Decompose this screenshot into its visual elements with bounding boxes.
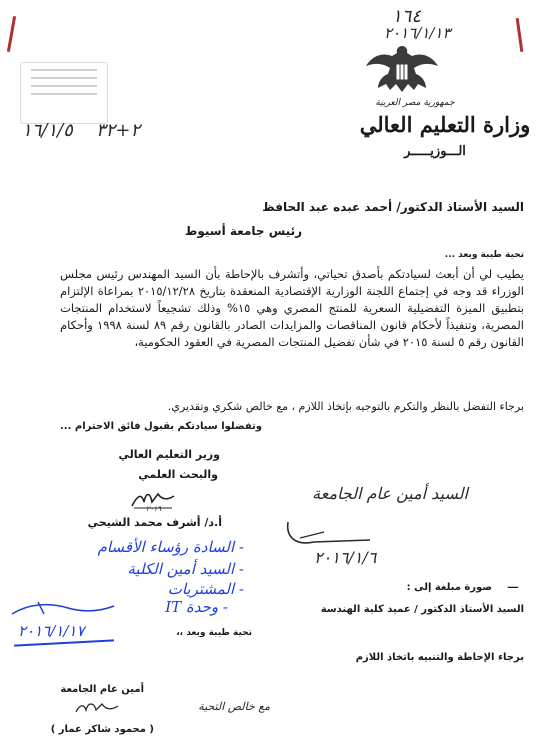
minister-name: أ.د/ أشرف محمد الشيحي <box>87 516 222 529</box>
copy-to-dash: ـــ <box>507 580 518 591</box>
secretary-initials-mark <box>72 700 122 716</box>
margin-vertical-mark <box>516 18 524 52</box>
body-paragraph: يطيب لي أن أبعث لسيادتكم بأصدق تحياتي، وأتشرف بالإحاطة بأن السيد المهندس رئيس مجلس الوزراء قد وجه في إجتماع اللجنة الوزارية الإقتصادية المنعقدة بتاريخ ٢٠١٥/١٢/٢٨ بمراعاة الإلتزام بتطبيق الميزة التفضيلية السعرية للمنتج المصري وهي ١٥% وذلك تشجيعاً لاستخدام المنتجات المصرية، وتنفيذاً لأحكام قانون المناقصات والمزايدات الصادر بالقانون رقم ٨٩ لسنة ١٩٩٨ وأحكام القانون رقم ٥ لسنة ٢٠١٥ في شأن تفضيل المنتجات المصرية في العقود الحكومية، <box>60 267 524 349</box>
secretary-name: ( محمود شاكر عمار ) <box>50 724 154 735</box>
handwritten-note-secretary: السيد أمين عام الجامعة <box>312 484 468 503</box>
blue-note-underline <box>14 639 114 646</box>
office-title: الـــوزيـــــر <box>404 144 466 159</box>
blue-note-date: ٢٠١٦/١/١٧ <box>18 622 85 640</box>
blue-note-line-4: - وحدة IT <box>165 598 228 616</box>
country-name: جمهورية مصر العربية <box>375 98 455 108</box>
ministry-name: وزارة التعليم العالي <box>359 112 531 137</box>
stamp-number: ٢+٣٢ <box>96 120 141 141</box>
handwritten-note-date: ٢٠١٦/١/٦ <box>314 548 377 567</box>
copy-to-label: صورة مبلغة إلى : <box>406 582 492 593</box>
minister-title-1: وزير التعليم العالي <box>118 448 220 461</box>
recipient-title: رئيس جامعة أسيوط <box>184 224 302 238</box>
request-line: برجاء التفضل بالنظر والتكرم بالتوجيه بإتخاذ اللازم ، مع خالص شكري وتقديري. <box>167 400 524 413</box>
greeting: تحية طيبة وبعد ... <box>444 250 524 260</box>
copy-to-recipient: السيد الأستاذ الدكتور / عميد كلية الهندسة <box>320 604 524 615</box>
blue-note-scribble <box>8 598 118 620</box>
reference-number: ١٦٤ <box>392 6 422 27</box>
copy-to-request: برجاء الإحاطة والتنبيه باتخاذ اللازم <box>355 652 524 663</box>
recipient-name: السيد الأستاذ الدكتور/ أحمد عبده عبد الحافظ <box>262 200 524 214</box>
eagle-emblem-icon <box>362 40 442 98</box>
minister-title-2: والبحث العلمي <box>138 468 218 481</box>
copy-to-greeting: تحية طيبة وبعد ،، <box>176 628 252 638</box>
secretary-title: أمين عام الجامعة <box>60 684 144 695</box>
minister-signed-date: ٢٠١٦ <box>146 505 162 513</box>
top-left-vertical-mark <box>7 16 16 52</box>
closing-line: وتفضلوا سيادتكم بقبول فائق الاحترام ... <box>59 421 262 432</box>
received-stamp <box>20 62 108 124</box>
blue-note-line-3: - المشتريات <box>167 580 244 598</box>
secretary-closing-note: مع خالص التحية <box>198 700 270 713</box>
blue-note-line-1: - السادة رؤساء الأقسام <box>97 538 244 556</box>
stamp-date: ١٦/١/٥ <box>22 120 73 141</box>
reference-date: ٢٠١٦/١/١٣ <box>384 24 451 42</box>
blue-note-line-2: - السيد أمين الكلية <box>127 560 244 578</box>
